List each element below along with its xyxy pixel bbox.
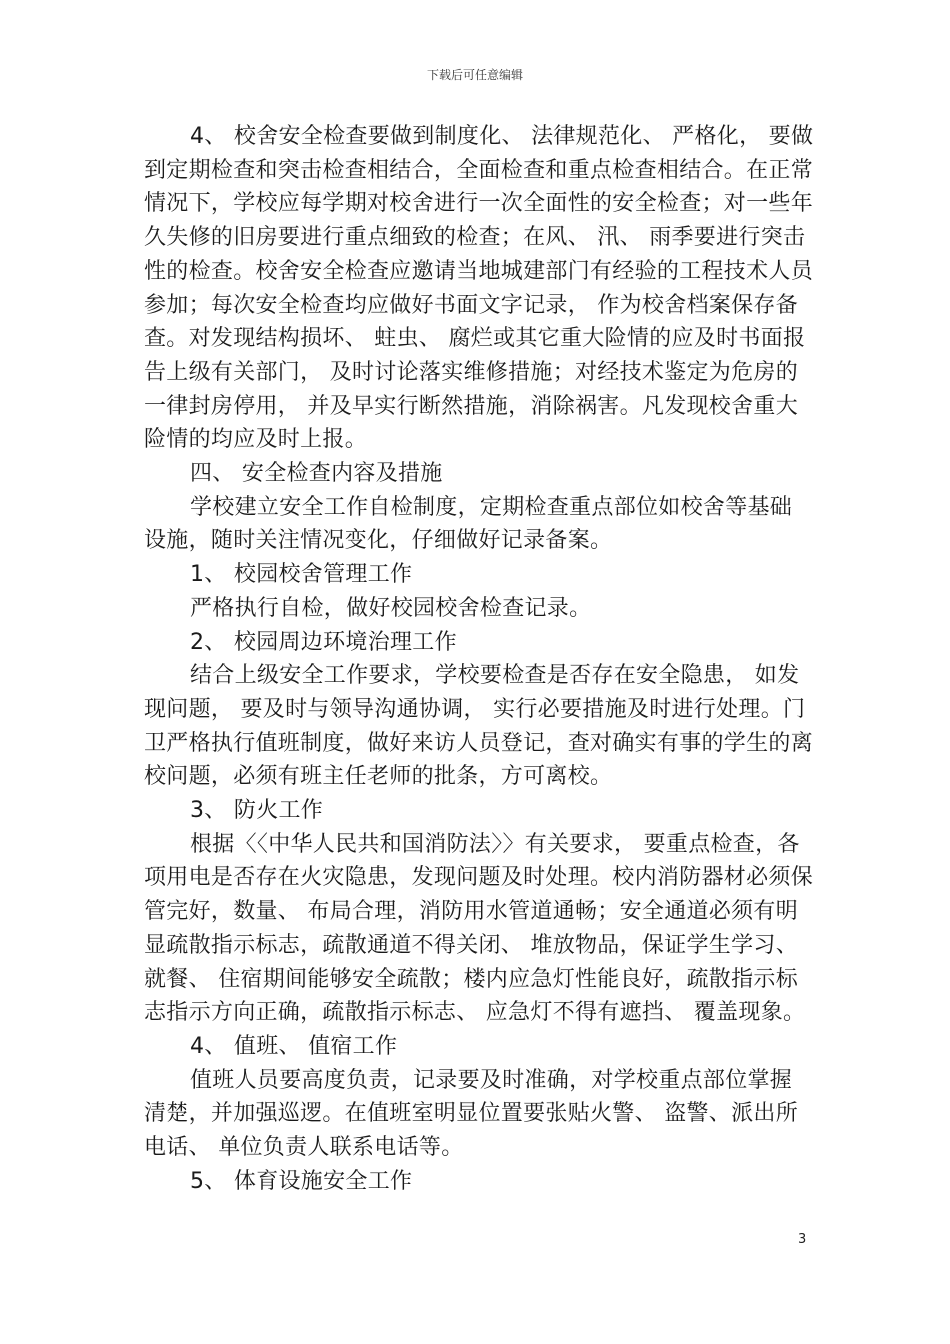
paragraph-surroundings: 结合上级安全工作要求，学校要检查是否存在安全隐患， 如发现问题， 要及时与领导沟通协调， 实行必要措施及时进行处理。门卫严格执行值班制度，做好来访人员登记，查对确实有事的学生的离校问题，必须有班主任老师的批条，方可离校。: [144, 663, 814, 790]
item-heading-duty: 4、 值班、 值宿工作: [190, 1033, 398, 1059]
section-heading-safety-inspection: 四、 安全检查内容及措施: [190, 461, 443, 487]
paragraph-duty: 值班人员要高度负责，记录要及时准确，对学校重点部位掌握清楚，并加强巡逻。在值班室明显位置要张贴火警、 盗警、派出所电话、 单位负责人联系电话等。: [144, 1067, 798, 1161]
paragraph-fire-prevention: 根据〈〈中华人民共和国消防法〉〉有关要求， 要重点检查，各项用电是否存在火灾隐患，发现问题及时处理。校内消防器材必须保管完好，数量、 布局合理，消防用水管道通畅；安全通道必须有明显疏散指示标志，疏散通道不得关闭、 堆放物品，保证学生学习、 就餐、 住宿期间能够安全疏散；楼内应急灯性能良好，疏散指示标志指示方向正确，疏散指示标志、 应急灯不得有遮挡、 覆盖现象。: [144, 831, 814, 1026]
paragraph-self-inspection-system: 学校建立安全工作自检制度，定期检查重点部位如校舍等基础设施，随时关注情况变化，仔细做好记录备案。: [144, 494, 793, 554]
page-header: 下载后可任意编辑: [426, 68, 523, 82]
item-heading-fire-prevention: 3、 防火工作: [190, 798, 324, 824]
item-heading-surroundings: 2、 校园周边环境治理工作: [190, 629, 457, 655]
page-number: 3: [798, 1232, 807, 1247]
document-body: [144, 120, 814, 1199]
paragraph-campus-management: 严格执行自检，做好校园校舍检查记录。: [190, 595, 592, 621]
item-heading-sports-facilities: 5、 体育设施安全工作: [190, 1168, 413, 1194]
item-heading-campus-management: 1、 校园校舍管理工作: [190, 562, 413, 588]
paragraph-campus-building-inspection: 4、 校舍安全检查要做到制度化、 法律规范化、 严格化， 要做到定期检查和突击检查相结合，全面检查和重点检查相结合。在正常情况下，学校应每学期对校舍进行一次全面性的安全检查；对一些年久失修的旧房要进行重点细致的检查；在风、 汛、 雨季要进行突击性的检查。校舍安全检查应邀请当地城建部门有经验的工程技术人员参加；每次安全检查均应做好书面文字记录， 作为校舍档案保存备查。对发现结构损坏、 蛀虫、 腐烂或其它重大险情的应及时书面报告上级有关部门， 及时讨论落实维修措施；对经技术鉴定为危房的一律封房停用， 并及早实行断然措施，消除祸害。凡发现校舍重大险情的均应及时上报。: [144, 124, 814, 453]
